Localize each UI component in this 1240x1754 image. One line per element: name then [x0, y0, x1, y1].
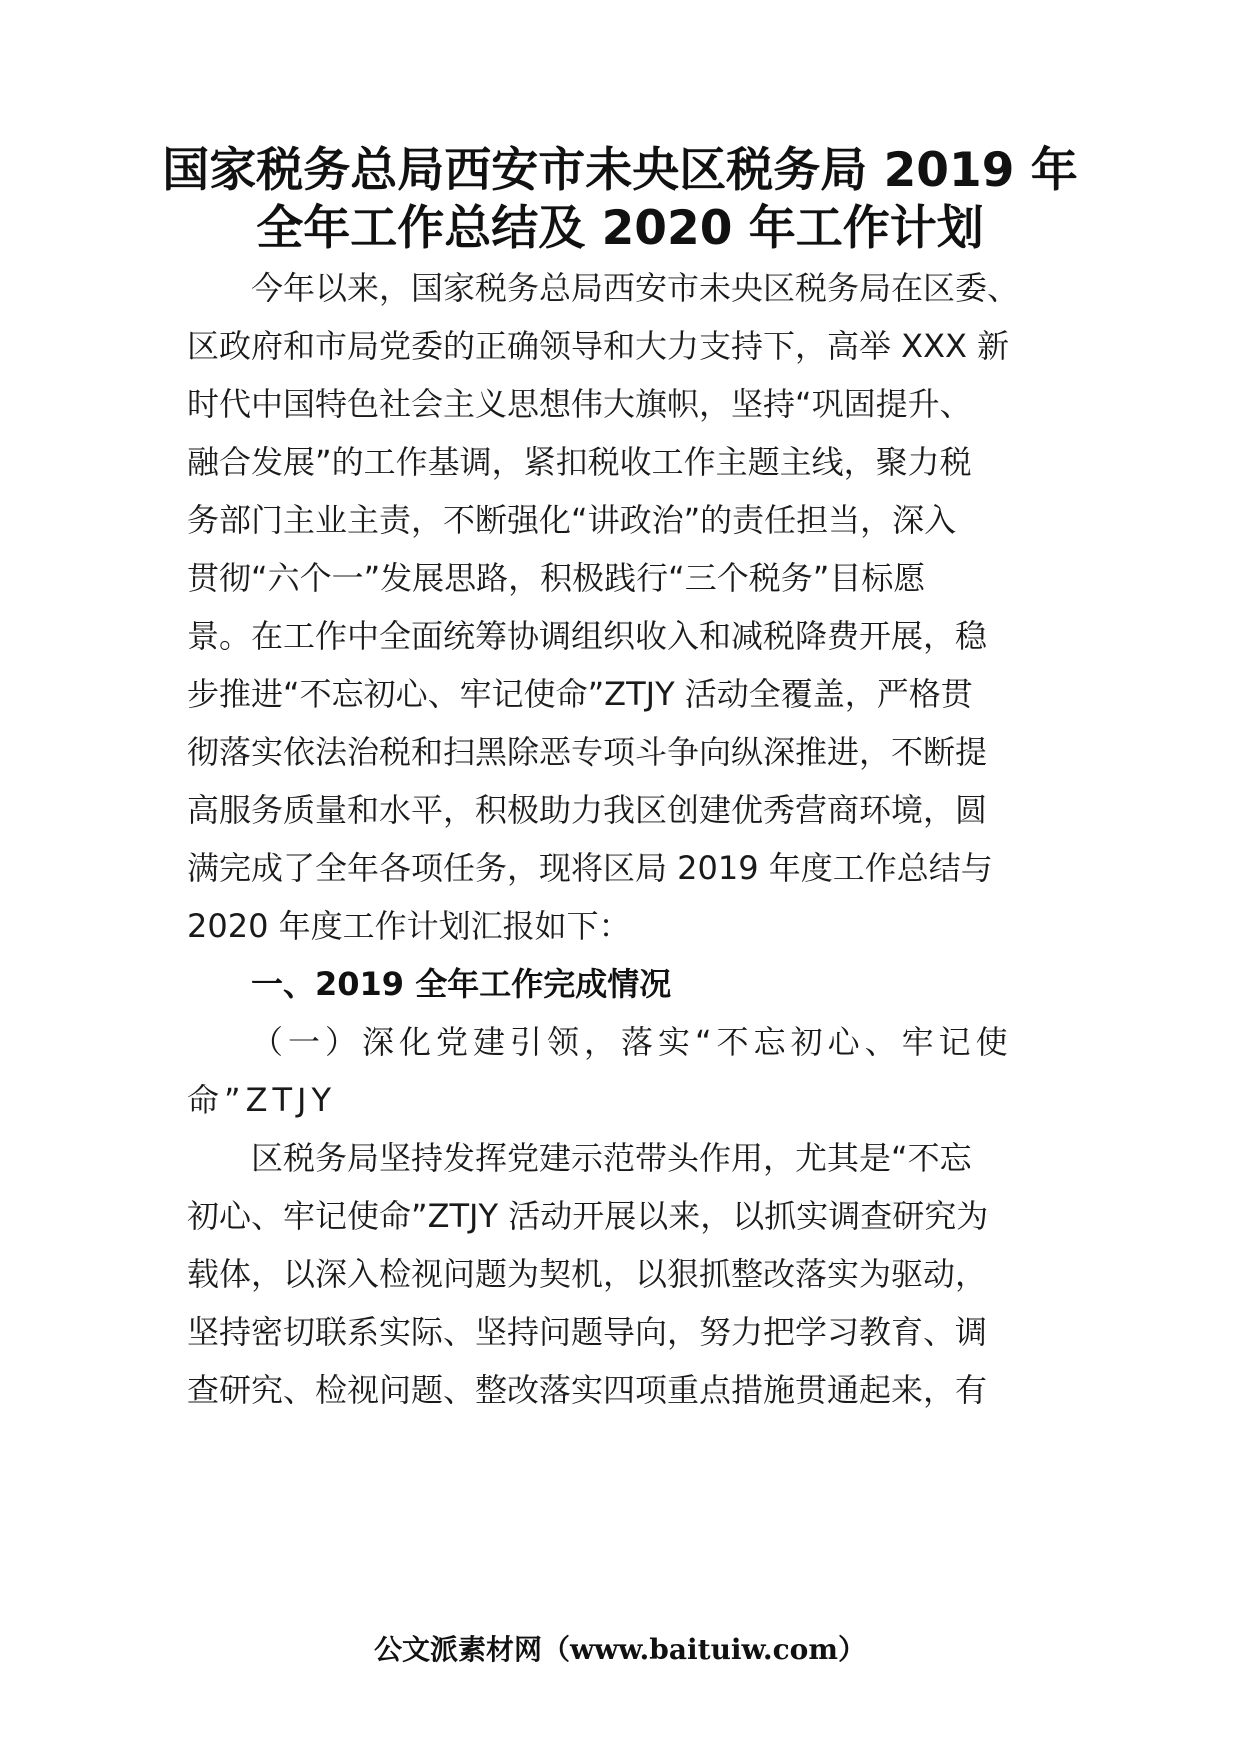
paragraph-line: 景。在工作中全面统筹协调组织收入和减税降费开展，稳	[187, 617, 988, 655]
paragraph-line: 贯彻“六个一”发展思路，积极践行“三个税务”目标愿	[187, 559, 926, 597]
document-title-line-1: 国家税务总局西安市未央区税务局 2019 年	[162, 143, 1078, 198]
subsection-heading-line-2: 命”ZTJY	[187, 1081, 337, 1119]
paragraph-line: 高服务质量和水平，积极助力我区创建优秀营商环境，圆	[187, 791, 988, 829]
paragraph-line: 务部门主业主责，不断强化“讲政治”的责任担当，深入	[187, 501, 957, 539]
paragraph-line: 融合发展”的工作基调，紧扣税收工作主题主线，聚力税	[187, 443, 972, 481]
paragraph-line: 2020 年度工作计划汇报如下：	[187, 907, 631, 945]
paragraph-line: 今年以来，国家税务总局西安市未央区税务局在区委、	[251, 269, 1020, 307]
paragraph-line: 区税务局坚持发挥党建示范带头作用，尤其是“不忘	[251, 1139, 972, 1177]
subsection-heading-line-1: （一）深化党建引领，落实“不忘初心、牢记使	[251, 1023, 1013, 1061]
paragraph-line: 查研究、检视问题、整改落实四项重点措施贯通起来，有	[187, 1371, 988, 1409]
paragraph-line: 载体，以深入检视问题为契机，以狠抓整改落实为驱动，	[187, 1255, 988, 1293]
paragraph-line: 彻落实依法治税和扫黑除恶专项斗争向纵深推进，不断提	[187, 733, 988, 771]
paragraph-line: 初心、牢记使命”ZTJY 活动开展以来，以抓实调查研究为	[187, 1197, 989, 1235]
section-heading: 一、2019 全年工作完成情况	[251, 965, 672, 1003]
page-footer-source: 公文派素材网（www.baituiw.com）	[374, 1633, 866, 1666]
paragraph-line: 时代中国特色社会主义思想伟大旗帜，坚持“巩固提升、	[187, 385, 972, 423]
document-title-line-2: 全年工作总结及 2020 年工作计划	[256, 201, 984, 256]
paragraph-line: 步推进“不忘初心、牢记使命”ZTJY 活动全覆盖，严格贯	[187, 675, 973, 713]
paragraph-line: 区政府和市局党委的正确领导和大力支持下，高举 XXX 新	[187, 327, 1010, 365]
paragraph-line: 坚持密切联系实际、坚持问题导向，努力把学习教育、调	[187, 1313, 988, 1351]
paragraph-line: 满完成了全年各项任务，现将区局 2019 年度工作总结与	[187, 849, 993, 887]
